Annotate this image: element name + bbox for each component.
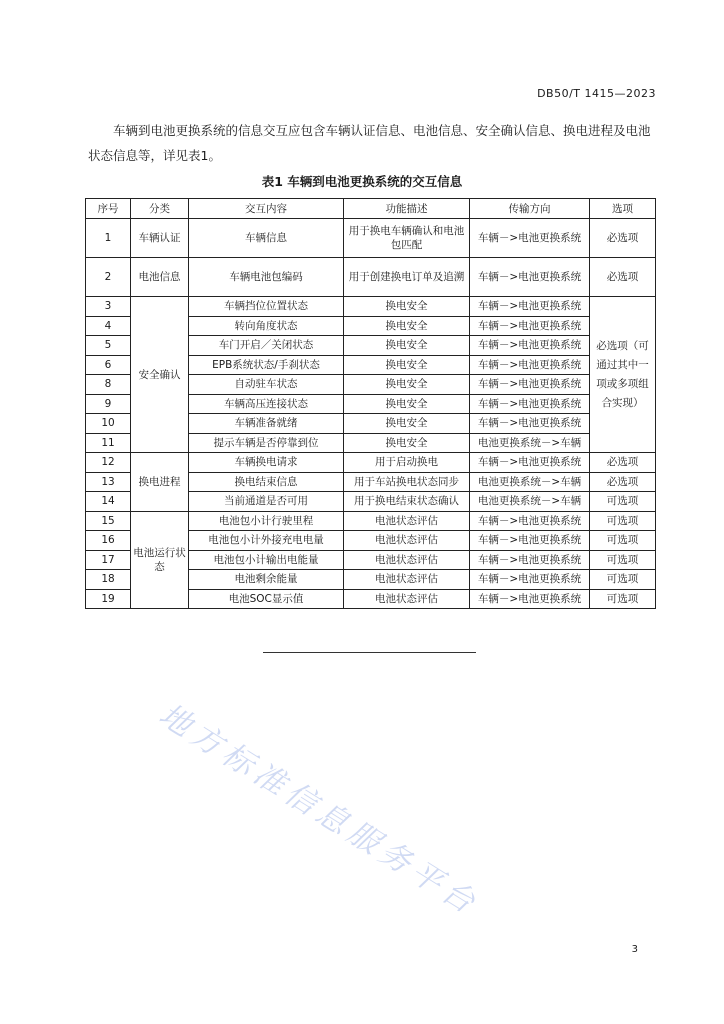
row-number: 13	[86, 472, 131, 492]
table-caption: 表1 车辆到电池更换系统的交互信息	[261, 174, 463, 189]
row-number: 9	[86, 394, 131, 414]
header-cell: 序号	[86, 199, 131, 219]
page-number: 3	[631, 944, 638, 955]
row-direction: 电池更换系统－>车辆	[470, 433, 590, 453]
row-option: 必选项	[590, 453, 656, 473]
row-number: 11	[86, 433, 131, 453]
row-direction: 电池更换系统－>车辆	[470, 492, 590, 512]
table-row	[86, 297, 656, 317]
header-cell: 交互内容	[189, 199, 344, 219]
row-function: 换电安全	[344, 394, 470, 414]
row-number: 2	[86, 258, 131, 297]
row-number: 3	[86, 297, 131, 317]
table-header-row	[86, 199, 656, 219]
row-option: 可选项	[590, 531, 656, 551]
row-function: 换电安全	[344, 297, 470, 317]
row-direction: 车辆－>电池更换系统	[470, 570, 590, 590]
row-content: EPB系统状态/手刹状态	[189, 355, 344, 375]
row-function: 用于换电车辆确认和电池包匹配	[344, 219, 470, 258]
row-direction: 车辆－>电池更换系统	[470, 589, 590, 609]
row-direction: 车辆－>电池更换系统	[470, 414, 590, 434]
table-row	[86, 453, 656, 473]
row-content: 电池包小计外接充电电量	[189, 531, 344, 551]
row-function: 用于换电结束状态确认	[344, 492, 470, 512]
row-direction: 车辆－>电池更换系统	[470, 550, 590, 570]
row-option: 可选项	[590, 492, 656, 512]
row-function: 换电安全	[344, 316, 470, 336]
row-direction: 车辆－>电池更换系统	[470, 219, 590, 258]
row-direction: 车辆－>电池更换系统	[470, 511, 590, 531]
row-option: 可选项	[590, 589, 656, 609]
table-row	[86, 258, 656, 297]
row-category: 换电进程	[131, 453, 189, 512]
row-content: 车辆电池包编码	[189, 258, 344, 297]
row-option: 必选项	[590, 258, 656, 297]
row-category: 电池信息	[131, 258, 189, 297]
row-direction: 车辆－>电池更换系统	[470, 453, 590, 473]
row-content: 车辆挡位位置状态	[189, 297, 344, 317]
row-number: 19	[86, 589, 131, 609]
document-id: DB50/T 1415—2023	[537, 87, 656, 100]
row-function: 用于车站换电状态同步	[344, 472, 470, 492]
row-number: 6	[86, 355, 131, 375]
row-number: 10	[86, 414, 131, 434]
row-number: 17	[86, 550, 131, 570]
row-content: 转向角度状态	[189, 316, 344, 336]
row-direction: 车辆－>电池更换系统	[470, 394, 590, 414]
row-content: 换电结束信息	[189, 472, 344, 492]
row-option: 必选项（可通过其中一项或多项组合实现）	[590, 297, 656, 453]
row-option: 可选项	[590, 570, 656, 590]
row-direction: 车辆－>电池更换系统	[470, 258, 590, 297]
row-number: 14	[86, 492, 131, 512]
interaction-info-table	[85, 198, 656, 609]
row-function: 换电安全	[344, 336, 470, 356]
row-function: 电池状态评估	[344, 589, 470, 609]
table-row	[86, 511, 656, 531]
row-category: 安全确认	[131, 297, 189, 453]
row-category: 车辆认证	[131, 219, 189, 258]
row-direction: 电池更换系统－>车辆	[470, 472, 590, 492]
row-content: 车辆换电请求	[189, 453, 344, 473]
row-function: 用于创建换电订单及追溯	[344, 258, 470, 297]
row-direction: 车辆－>电池更换系统	[470, 316, 590, 336]
row-function: 电池状态评估	[344, 531, 470, 551]
row-function: 电池状态评估	[344, 511, 470, 531]
row-direction: 车辆－>电池更换系统	[470, 297, 590, 317]
row-content: 电池剩余能量	[189, 570, 344, 590]
table-row	[86, 219, 656, 258]
row-function: 电池状态评估	[344, 550, 470, 570]
row-direction: 车辆－>电池更换系统	[470, 336, 590, 356]
row-option: 可选项	[590, 511, 656, 531]
intro-paragraph: 车辆到电池更换系统的信息交互应包含车辆认证信息、电池信息、安全确认信息、换电进程及电池状态信息等，详见表1。	[88, 123, 651, 163]
footnote-divider	[263, 652, 476, 653]
row-content: 电池包小计行驶里程	[189, 511, 344, 531]
row-content: 车辆信息	[189, 219, 344, 258]
row-function: 换电安全	[344, 375, 470, 395]
watermark: 地方标准信息服务平台	[152, 696, 486, 924]
row-number: 8	[86, 375, 131, 395]
row-category: 电池运行状态	[131, 511, 189, 609]
row-function: 换电安全	[344, 414, 470, 434]
row-number: 5	[86, 336, 131, 356]
header-cell: 功能描述	[344, 199, 470, 219]
row-direction: 车辆－>电池更换系统	[470, 375, 590, 395]
row-function: 换电安全	[344, 355, 470, 375]
row-number: 4	[86, 316, 131, 336]
row-content: 车辆准备就绪	[189, 414, 344, 434]
row-content: 车门开启／关闭状态	[189, 336, 344, 356]
row-number: 15	[86, 511, 131, 531]
row-function: 换电安全	[344, 433, 470, 453]
row-content: 电池包小计输出电能量	[189, 550, 344, 570]
row-direction: 车辆－>电池更换系统	[470, 355, 590, 375]
row-number: 18	[86, 570, 131, 590]
row-number: 12	[86, 453, 131, 473]
header-cell: 分类	[131, 199, 189, 219]
row-number: 1	[86, 219, 131, 258]
row-option: 必选项	[590, 472, 656, 492]
row-content: 电池SOC显示值	[189, 589, 344, 609]
row-content: 自动驻车状态	[189, 375, 344, 395]
row-function: 电池状态评估	[344, 570, 470, 590]
row-content: 当前通道是否可用	[189, 492, 344, 512]
row-number: 16	[86, 531, 131, 551]
header-cell: 传输方向	[470, 199, 590, 219]
row-direction: 车辆－>电池更换系统	[470, 531, 590, 551]
header-cell: 选项	[590, 199, 656, 219]
row-option: 必选项	[590, 219, 656, 258]
row-function: 用于启动换电	[344, 453, 470, 473]
row-content: 车辆高压连接状态	[189, 394, 344, 414]
row-option: 可选项	[590, 550, 656, 570]
row-content: 提示车辆是否停靠到位	[189, 433, 344, 453]
